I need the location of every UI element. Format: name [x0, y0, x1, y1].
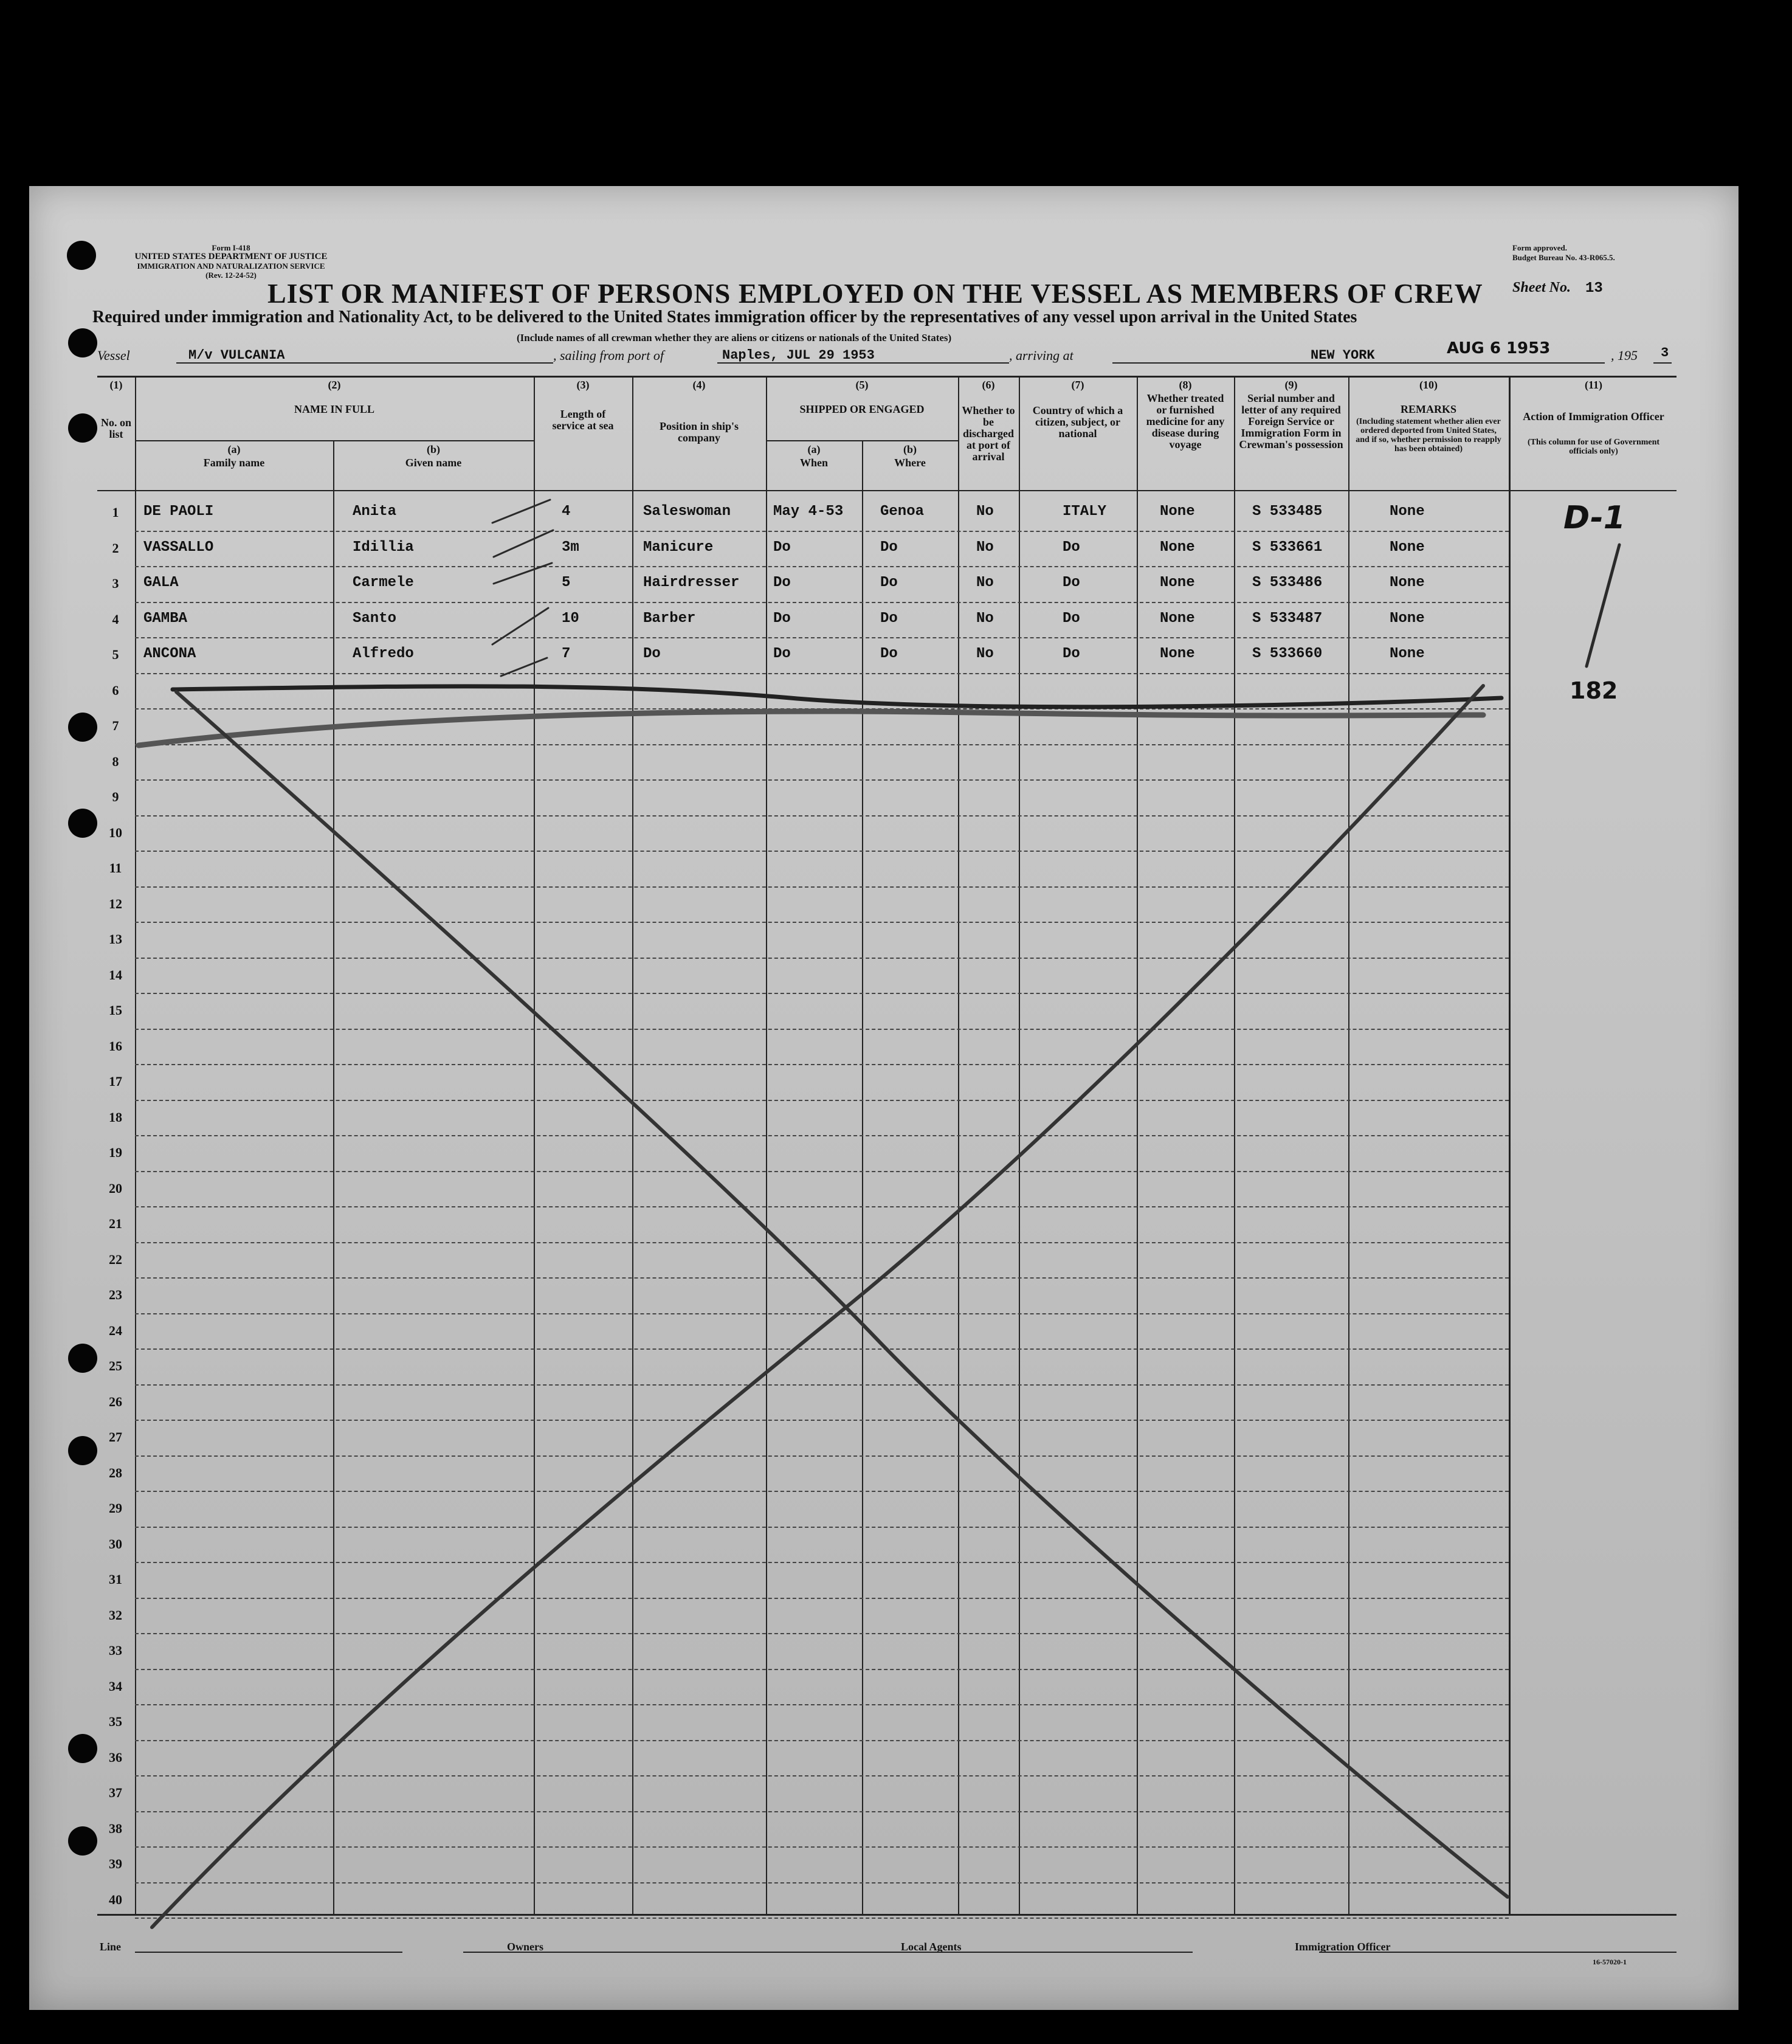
crew-country: Do [1063, 539, 1080, 556]
crew-country: Do [1063, 575, 1080, 591]
col-divider [632, 376, 633, 1915]
row-line [135, 1206, 1509, 1207]
row-line [135, 815, 1509, 817]
crew-position: Saleswoman [643, 503, 731, 520]
row-number: 35 [109, 1714, 122, 1729]
row-line [135, 673, 1509, 674]
page-subtitle: Required under immigration and Nationality Act, to be delivered to the United States immigration officer by the representatives of any vessel upon arrival in the United States [92, 308, 1357, 326]
col5-header: SHIPPED OR ENGAGED [799, 403, 925, 415]
col10-number: (10) [1419, 379, 1438, 391]
row-line [135, 1277, 1509, 1279]
crew-length-of-service: 10 [562, 610, 579, 627]
row-line [135, 1064, 1509, 1065]
crew-serial-number: S 533486 [1252, 575, 1323, 591]
crew-country: Do [1063, 610, 1080, 627]
row-number: 10 [109, 824, 122, 840]
row-number: 17 [109, 1074, 122, 1089]
arrival-date-stamp: AUG 6 1953 [1447, 339, 1551, 357]
crew-engaged-where: Do [880, 610, 898, 627]
approval-block [1512, 243, 1615, 263]
col2-number: (2) [328, 379, 341, 391]
sailing-port: Naples, JUL 29 1953 [722, 348, 875, 363]
crew-engaged-where: Do [880, 646, 898, 662]
crew-engaged-where: Genoa [880, 503, 925, 520]
col-divider [1019, 376, 1020, 1915]
col-divider [766, 376, 767, 1915]
col-divider [1137, 376, 1138, 1915]
row-line [135, 1313, 1509, 1314]
crew-engaged-when: Do [773, 575, 791, 591]
col2a-header: Family name [203, 457, 265, 469]
crew-family-name: DE PAOLI [143, 503, 214, 520]
row-number: 21 [109, 1216, 122, 1231]
row-line [135, 851, 1509, 852]
crew-position: Manicure [643, 539, 714, 556]
row-number: 22 [109, 1251, 122, 1267]
col11-note: (This column for use of Government officials only) [1527, 438, 1660, 456]
row-number: 13 [109, 931, 122, 947]
col4-number: (4) [692, 379, 706, 391]
crew-remarks: None [1390, 539, 1425, 556]
crew-count: 182 [1570, 677, 1618, 704]
row-line [135, 1633, 1509, 1634]
row-line [135, 1527, 1509, 1528]
vessel-underline [176, 362, 553, 364]
sheet-label: Sheet No. [1512, 280, 1571, 295]
crew-length-of-service: 7 [562, 646, 571, 662]
crew-discharged: No [976, 575, 994, 591]
row-number: 29 [109, 1500, 122, 1516]
crew-family-name: VASSALLO [143, 539, 214, 556]
crew-country: Do [1063, 646, 1080, 662]
crew-serial-number: S 533487 [1252, 610, 1323, 627]
footer-underline [1319, 1952, 1677, 1953]
crew-remarks: None [1390, 646, 1425, 662]
col3-number: (3) [576, 379, 590, 391]
row-number: 31 [109, 1572, 122, 1587]
crew-serial-number: S 533660 [1252, 646, 1323, 662]
page-title: LIST OR MANIFEST OF PERSONS EMPLOYED ON THE VESSEL AS MEMBERS OF CREW [267, 278, 1483, 309]
crew-engaged-when: May 4-53 [773, 503, 844, 520]
crew-engaged-when: Do [773, 539, 791, 556]
col5-number: (5) [855, 379, 869, 391]
row-number: 39 [109, 1856, 122, 1871]
row-line [135, 1704, 1509, 1705]
subheader-divider [135, 440, 534, 441]
row-line [135, 1882, 1509, 1883]
crew-discharged: No [976, 646, 994, 662]
footer-underline [135, 1952, 402, 1953]
row-line [135, 958, 1509, 959]
crew-country: ITALY [1063, 503, 1107, 520]
row-line [135, 637, 1509, 638]
crew-engaged-when: Do [773, 646, 791, 662]
col8-header: Whether treated or furnished medicine for any disease during voyage [1146, 392, 1225, 451]
row-number: 36 [109, 1749, 122, 1765]
crew-length-of-service: 5 [562, 575, 571, 591]
sailing-label: , sailing from port of [553, 348, 664, 363]
col3-header: Length of service at sea [552, 408, 614, 432]
col2b-number: (b) [427, 443, 440, 455]
vessel-label: Vessel [97, 348, 130, 363]
punch-hole [68, 413, 97, 443]
row-number: 16 [109, 1038, 122, 1054]
col9-number: (9) [1284, 379, 1298, 391]
row-line [135, 1811, 1509, 1812]
footer-underline [463, 1952, 889, 1953]
col-divider [534, 376, 535, 1915]
row-line [135, 1918, 1509, 1919]
officer-mark: D-1 [1563, 500, 1625, 536]
subheader-divider [766, 440, 958, 441]
crew-engaged-when: Do [773, 610, 791, 627]
row-number: 24 [109, 1322, 122, 1338]
agency-name: UNITED STATES DEPARTMENT OF JUSTICE [134, 252, 328, 261]
row-line [135, 1029, 1509, 1030]
row-number: 9 [112, 789, 119, 804]
year-underline [1653, 362, 1672, 364]
crew-given-name: Santo [353, 610, 397, 627]
crew-remarks: None [1390, 503, 1425, 520]
row-line [135, 1598, 1509, 1599]
year-digit: 3 [1661, 345, 1669, 361]
col7-number: (7) [1071, 379, 1084, 391]
row-number: 30 [109, 1536, 122, 1552]
col5a-header: When [799, 457, 828, 469]
row-line [135, 744, 1509, 745]
crew-length-of-service: 3m [562, 539, 579, 556]
col5a-number: (a) [807, 443, 821, 455]
col11-header: Action of Immigration Officer [1523, 410, 1664, 423]
col-divider [958, 376, 959, 1915]
vessel-line [97, 339, 1678, 372]
row-line [135, 1384, 1509, 1386]
row-line [135, 1420, 1509, 1421]
crew-serial-number: S 533661 [1252, 539, 1323, 556]
row-line [135, 1740, 1509, 1741]
row-number: 26 [109, 1393, 122, 1409]
sheet-number [1512, 280, 1603, 297]
row-line [135, 531, 1509, 532]
row-line [135, 1242, 1509, 1243]
footer-officer-label: Immigration Officer [1295, 1941, 1391, 1953]
row-line [135, 1348, 1509, 1350]
row-line [135, 1135, 1509, 1136]
crew-medicine: None [1160, 539, 1195, 556]
sailing-underline [717, 362, 1009, 364]
col6-header: Whether to be discharged at port of arrival [962, 404, 1015, 463]
row-line [135, 1491, 1509, 1492]
arriving-underline [1112, 362, 1605, 364]
row-number: 38 [109, 1820, 122, 1836]
crew-medicine: None [1160, 503, 1195, 520]
crew-given-name: Alfredo [353, 646, 414, 662]
crew-medicine: None [1160, 610, 1195, 627]
crew-family-name: GAMBA [143, 610, 188, 627]
row-number: 27 [109, 1429, 122, 1445]
budget-bureau: Budget Bureau No. 43-R065.5. [1512, 253, 1615, 262]
punch-hole [68, 328, 97, 357]
col1-header: No. on list [100, 416, 131, 440]
row-line [135, 1775, 1509, 1776]
crew-discharged: No [976, 610, 994, 627]
sheet-value: 13 [1585, 280, 1603, 297]
arriving-label: , arriving at [1009, 348, 1073, 363]
crew-length-of-service: 4 [562, 503, 571, 520]
col-divider [1348, 376, 1349, 1915]
col2-header: NAME IN FULL [294, 403, 374, 415]
row-number: 7 [112, 718, 119, 733]
crew-position: Do [643, 646, 661, 662]
footer-agents-label: Local Agents [901, 1941, 962, 1953]
row-line [135, 708, 1509, 710]
footer-underline [889, 1952, 1193, 1953]
col4-header: Position in ship's company [659, 420, 739, 444]
crew-given-name: Anita [353, 503, 397, 520]
row-number: 15 [109, 1003, 122, 1018]
row-number: 12 [109, 896, 122, 911]
row-number: 1 [112, 505, 119, 520]
row-number: 3 [112, 576, 119, 591]
col5b-number: (b) [903, 443, 917, 455]
form-approved: Form approved. [1512, 243, 1568, 252]
crew-given-name: Idillia [353, 539, 414, 556]
row-number: 28 [109, 1465, 122, 1480]
row-number: 37 [109, 1785, 122, 1800]
row-line [135, 602, 1509, 603]
crew-medicine: None [1160, 575, 1195, 591]
row-line [135, 1669, 1509, 1670]
row-number: 2 [112, 540, 119, 556]
row-line [135, 1562, 1509, 1563]
row-number: 23 [109, 1287, 122, 1302]
crew-family-name: ANCONA [143, 646, 196, 662]
col-divider [1234, 376, 1235, 1915]
col6-number: (6) [982, 379, 995, 391]
crew-position: Barber [643, 610, 696, 627]
row-number: 40 [109, 1891, 122, 1907]
include-note: (Include names of all crewman whether they are aliens or citizens or nationals of the United States) [517, 332, 952, 344]
row-number: 5 [112, 647, 119, 662]
form-number: Form I-418 [212, 243, 250, 252]
punch-hole [67, 241, 96, 270]
crew-medicine: None [1160, 646, 1195, 662]
crew-serial-number: S 533485 [1252, 503, 1323, 520]
row-line [135, 1171, 1509, 1172]
row-line [135, 886, 1509, 888]
year-label: , 195 [1611, 348, 1638, 363]
col-divider [862, 440, 863, 1915]
agency-block [97, 243, 365, 280]
col10-header: REMARKS [1400, 403, 1456, 415]
row-line [135, 993, 1509, 994]
row-number: 4 [112, 611, 119, 627]
row-number: 33 [109, 1643, 122, 1658]
arriving-port: NEW YORK [1311, 348, 1375, 363]
row-number: 19 [109, 1145, 122, 1160]
row-line [135, 1455, 1509, 1457]
crew-position: Hairdresser [643, 575, 740, 591]
row-line [135, 922, 1509, 923]
col2a-number: (a) [227, 443, 241, 455]
footer-owners-label: Owners [507, 1941, 543, 1953]
col11-number: (11) [1585, 379, 1602, 391]
row-number: 14 [109, 967, 122, 982]
agency-service: IMMIGRATION AND NATURALIZATION SERVICE [137, 261, 325, 271]
footer-line-label: Line [100, 1941, 122, 1953]
row-number: 32 [109, 1607, 122, 1623]
form-code: 16-57020-1 [1593, 1958, 1627, 1966]
row-number: 18 [109, 1109, 122, 1125]
crew-engaged-where: Do [880, 575, 898, 591]
row-line [135, 779, 1509, 781]
row-number: 8 [112, 753, 119, 769]
crew-given-name: Carmele [353, 575, 414, 591]
col10-note: (Including statement whether alien ever ordered deported from United States, and if so, whether permission to reapply has been obtained) [1356, 417, 1501, 454]
col2b-header: Given name [405, 457, 462, 469]
col-divider [333, 440, 334, 1915]
row-line [135, 1846, 1509, 1848]
crew-engaged-where: Do [880, 539, 898, 556]
crew-remarks: None [1390, 575, 1425, 591]
col8-number: (8) [1179, 379, 1192, 391]
crew-discharged: No [976, 539, 994, 556]
col1-number: (1) [109, 379, 123, 391]
row-line [135, 566, 1509, 567]
crew-remarks: None [1390, 610, 1425, 627]
row-number: 11 [109, 860, 122, 875]
table-top-border [97, 376, 1677, 378]
row-number: 20 [109, 1180, 122, 1196]
form-revision: (Rev. 12-24-52) [205, 271, 257, 280]
vessel-name: M/v VULCANIA [188, 348, 285, 363]
col-divider [1509, 376, 1511, 1915]
col7-header: Country of which a citizen, subject, or national [1032, 404, 1123, 440]
row-number: 6 [112, 682, 119, 698]
crew-family-name: GALA [143, 575, 179, 591]
row-line [135, 1100, 1509, 1101]
row-number: 25 [109, 1358, 122, 1373]
col9-header: Serial number and letter of any required Foreign Service or Immigration Form in Crewman's possession [1239, 392, 1343, 451]
crew-discharged: No [976, 503, 994, 520]
row-number: 34 [109, 1678, 122, 1694]
col5b-header: Where [894, 457, 926, 469]
